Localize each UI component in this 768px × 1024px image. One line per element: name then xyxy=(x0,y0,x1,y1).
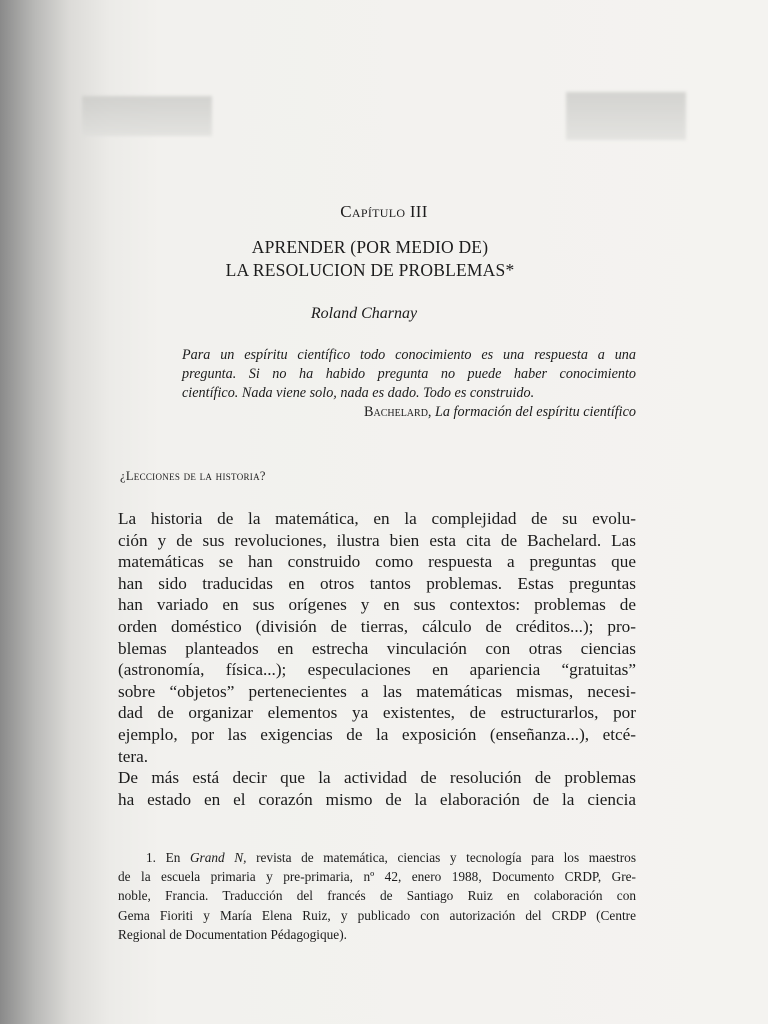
body-line: (astronomía, física...); especulaciones en apariencia “gratuitas” xyxy=(118,660,636,680)
footnote-line: Gema Fioriti y María Elena Ruiz, y publicado con autorización del CRDP (Centre xyxy=(118,907,636,923)
footnote-line: de la escuela primaria y pre-primaria, nº 42, enero 1988, Documento CRDP, Gre- xyxy=(118,869,636,885)
body-line: ha estado en el corazón mismo de la elaboración de la ciencia xyxy=(118,789,636,809)
chapter-title-line-1: APRENDER (POR MEDIO DE) xyxy=(251,237,489,257)
journal-title: Grand N, xyxy=(189,850,247,865)
body-line: blemas planteados en estrecha vinculación con otras ciencias xyxy=(118,638,636,658)
epigraph-line: científico. Nada viene solo, nada es dado. Todo es construido. xyxy=(182,385,535,401)
body-line: han sido traducidas en otros tantos problemas. Estas preguntas xyxy=(118,573,636,593)
epigraph-line: pregunta. Si no ha habido pregunta no puede haber conocimiento xyxy=(182,366,636,382)
author-name: Roland Charnay xyxy=(310,305,418,322)
body-line: ción y de sus revoluciones, ilustra bien esta cita de Bachelard. Las xyxy=(118,530,636,550)
body-line: ejemplo, por las exigencias de la exposición (enseñanza...), etcé- xyxy=(118,724,636,744)
body-line: han variado en sus orígenes y en sus contextos: problemas de xyxy=(118,595,636,615)
epigraph xyxy=(182,346,636,403)
faded-stamp-right xyxy=(566,92,686,140)
footnote-line: Regional de Documentation Pédagogique). xyxy=(118,926,347,942)
chapter-label: Capítulo III xyxy=(340,202,428,221)
epigraph-attribution xyxy=(300,404,636,421)
attribution-work: La formación del espíritu científico xyxy=(435,404,636,420)
body-line: tera. xyxy=(118,746,149,766)
attribution-author: Bachelard, xyxy=(364,404,432,420)
body-line: matemáticas se han construido como respuesta a preguntas que xyxy=(118,552,636,572)
footnote xyxy=(118,848,636,944)
body-line: La historia de la matemática, en la complejidad de su evolu- xyxy=(118,509,636,528)
epigraph-line: Para un espíritu científico todo conocimiento es una respuesta a una xyxy=(182,347,636,363)
body-text xyxy=(118,508,636,810)
body-line: sobre “objetos” pertenecientes a las matemáticas mismas, necesi- xyxy=(118,681,636,701)
footnote-line: noble, Francia. Traducción del francés de Santiago Ruiz en colaboración con xyxy=(118,888,636,904)
body-line: orden doméstico (división de tierras, cálculo de créditos...); pro- xyxy=(118,616,636,636)
body-line: dad de organizar elementos ya existentes, de estructurarlos, por xyxy=(118,703,636,723)
body-line: De más está decir que la actividad de resolución de problemas xyxy=(118,768,636,788)
chapter-title-line-2: LA RESOLUCION DE PROBLEMAS* xyxy=(225,260,515,280)
footnote-line: 1. En Grand N, revista de matemática, ciencias y tecnología para los maestros xyxy=(146,850,636,865)
section-heading: ¿Lecciones de la historia? xyxy=(120,469,266,483)
faded-stamp-left xyxy=(82,96,212,136)
